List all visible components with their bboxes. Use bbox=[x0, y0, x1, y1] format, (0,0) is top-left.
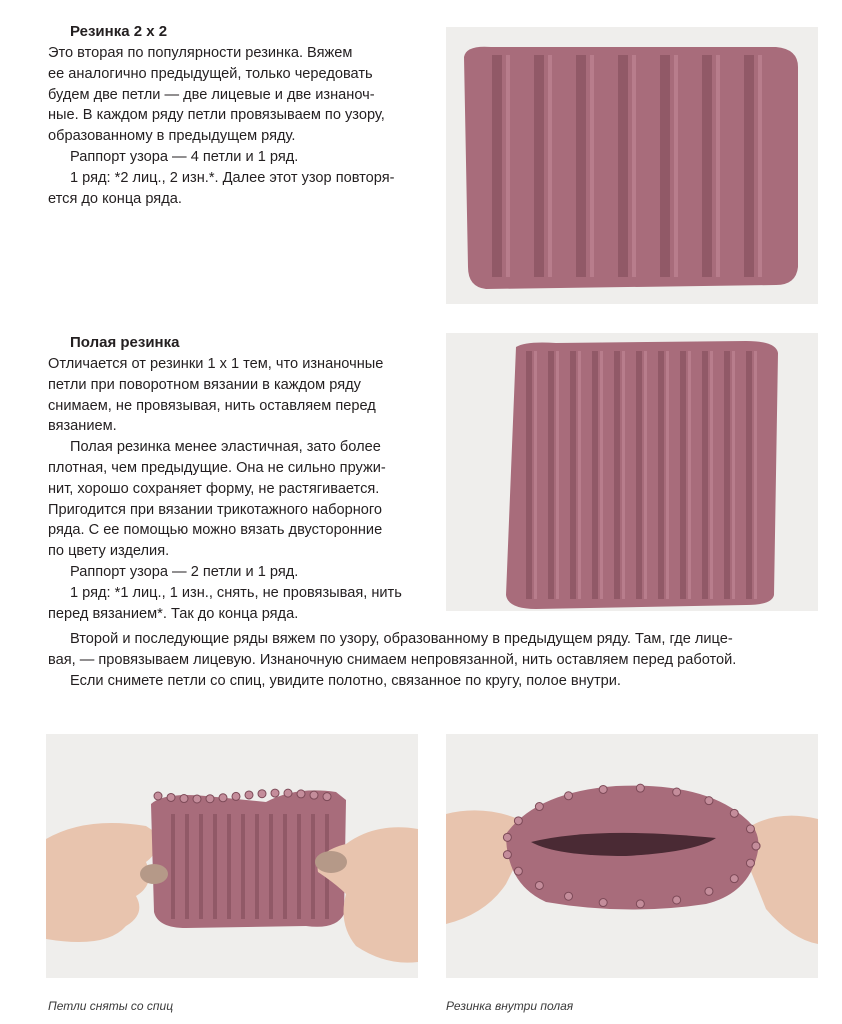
caption-left: Петли сняты со спиц bbox=[48, 999, 174, 1013]
text-line: ряда. С ее помощью можно вязать двусторонние bbox=[48, 522, 383, 539]
text-line: будем две петли — две лицевые и две изнаноч- bbox=[48, 86, 375, 103]
section-title-hollow-rib: Полая резинка bbox=[70, 334, 180, 351]
caption-right: Резинка внутри полая bbox=[446, 999, 574, 1013]
text-line: плотная, чем предыдущие. Она не сильно пружи- bbox=[48, 459, 386, 476]
text-line: Это вторая по популярности резинка. Вяжем bbox=[48, 45, 353, 61]
text-line: снимаем, не провязывая, нить оставляем перед bbox=[48, 397, 376, 414]
section-title-rib-2x2: Резинка 2 х 2 bbox=[70, 23, 168, 40]
text-line: Отличается от резинки 1 х 1 тем, что изнаночные bbox=[48, 356, 384, 372]
section-body-rib-2x2 bbox=[48, 43, 395, 209]
text-line: петли при поворотном вязании в каждом ряду bbox=[48, 376, 361, 393]
paragraph-continuation bbox=[48, 629, 736, 691]
text-line: ее аналогично предыдущей, только чередовать bbox=[48, 65, 373, 82]
text-line: ется до конца ряда. bbox=[48, 190, 182, 207]
photo-hollow-inside bbox=[446, 734, 818, 978]
text-line: 1 ряд: *1 лиц., 1 изн., снять, не провязывая, нить bbox=[70, 584, 402, 601]
text-line: Если снимете петли со спиц, увидите полотно, связанное по кругу, полое внутри. bbox=[70, 672, 621, 689]
text-line: перед вязанием*. Так до конца ряда. bbox=[48, 605, 299, 622]
section-body-hollow-rib bbox=[48, 354, 402, 624]
text-line: Раппорт узора — 4 петли и 1 ряд. bbox=[70, 148, 299, 165]
photo-hollow-rib-swatch bbox=[446, 333, 818, 611]
text-line: вая, — провязываем лицевую. Изнаночную снимаем непровязанной, нить оставляем перед работой. bbox=[48, 651, 737, 668]
text-line: нит, хорошо сохраняет форму, не растягивается. bbox=[48, 480, 380, 497]
text-line: ные. В каждом ряду петли провязываем по узору, bbox=[48, 107, 385, 124]
text-line: Пригодится при вязании трикотажного наборного bbox=[48, 501, 383, 518]
text-line: вязанием. bbox=[48, 418, 117, 435]
text-line: по цвету изделия. bbox=[48, 543, 170, 560]
text-line: образованному в предыдущем ряду. bbox=[48, 128, 296, 145]
text-line: Второй и последующие ряды вяжем по узору, образованному в предыдущем ряду. Там, где лице- bbox=[70, 631, 733, 647]
text-line: Полая резинка менее эластичная, зато более bbox=[70, 439, 381, 456]
text-line: Раппорт узора — 2 петли и 1 ряд. bbox=[70, 563, 299, 580]
text-line: 1 ряд: *2 лиц., 2 изн.*. Далее этот узор повторя- bbox=[70, 169, 395, 186]
photo-stitches-off-needles bbox=[46, 734, 418, 978]
photo-rib-2x2-swatch bbox=[446, 27, 818, 304]
